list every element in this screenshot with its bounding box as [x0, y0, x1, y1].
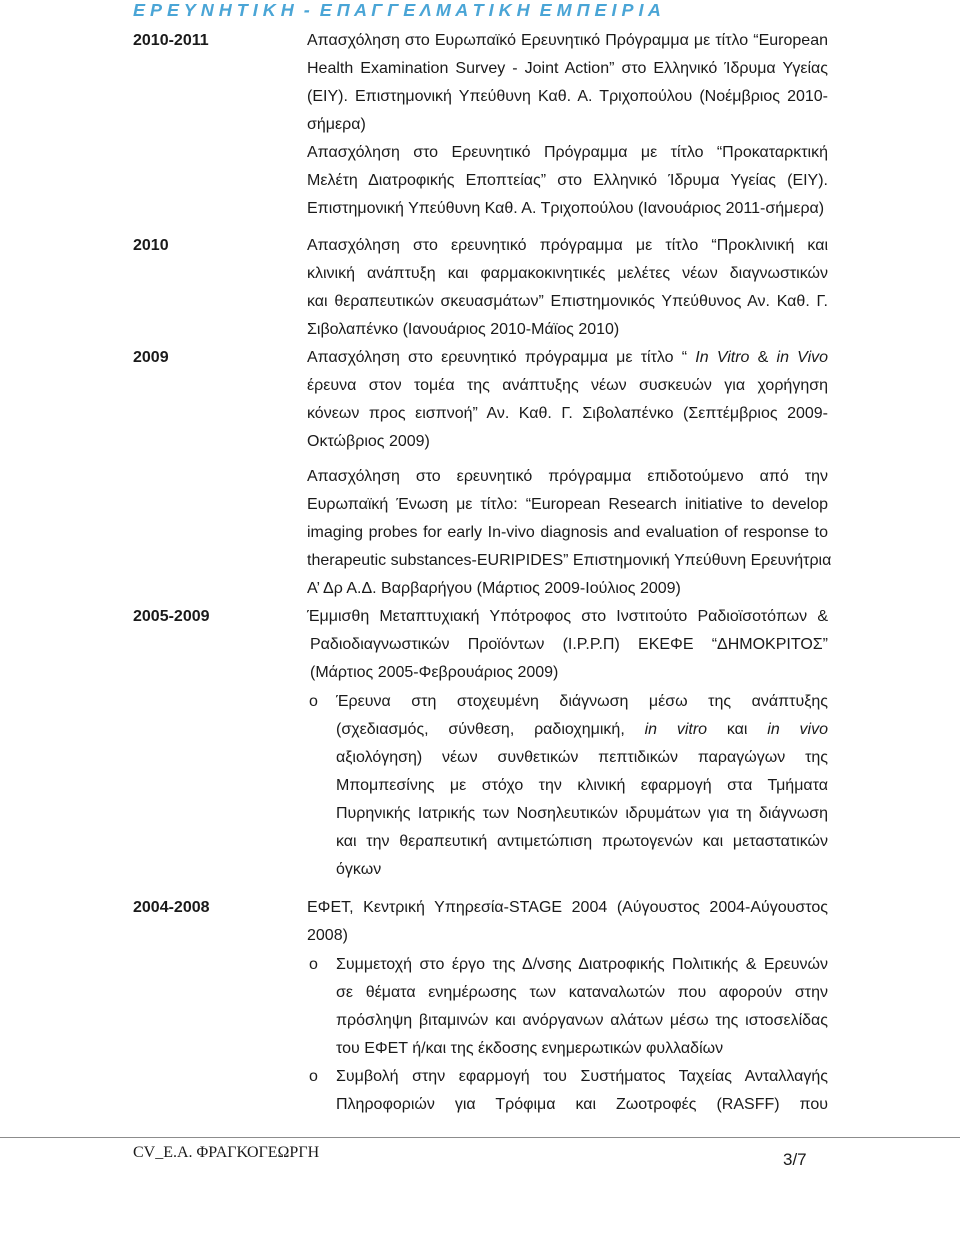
text-line: αξιολόγηση) νέων συνθετικών πεπτιδικών παραγώγων της: [336, 749, 828, 766]
bullet-marker: o: [309, 1068, 318, 1085]
text-line: πρόσληψη βιταμινών και ανόργανων αλάτων μέσω της ιστοσελίδας: [336, 1012, 828, 1029]
text-line: έρευνα στον τομέα της ανάπτυξης νέων συσκευών για χορήγηση: [307, 377, 828, 394]
italic-term: In Vitro: [695, 349, 750, 366]
text-line: και θεραπευτικών σκευασμάτων” Επιστημονικός Υπεύθυνος Αν. Καθ. Γ.: [307, 293, 828, 310]
text-line: Απασχόληση στο ερευνητικό πρόγραμμα με τίτλο “Προκλινική και: [307, 237, 828, 254]
paragraph: [307, 603, 828, 687]
bullet-item: [307, 688, 828, 884]
text-line: σε θέματα ενημέρωσης των καταναλωτών που αφορούν στην: [336, 984, 828, 1001]
entry-description: [307, 344, 832, 603]
bullet-item: [307, 1063, 828, 1119]
text-line: Πληροφοριών για Τρόφιμα και Ζωοτροφές (RASFF) που: [336, 1096, 828, 1113]
text-line: Επιστημονική Υπεύθυνη Καθ. Α. Τριχοπούλου (Ιανουάριος 2011-σήμερα): [307, 200, 825, 217]
paragraph: [307, 344, 828, 456]
text-line: 2008): [307, 927, 348, 944]
italic-term: in Vivo: [776, 349, 829, 366]
text-segment: &: [749, 349, 777, 366]
text-line: Απασχόληση στο Ερευνητικό Πρόγραμμα με τίτλο “Προκαταρκτική: [307, 144, 828, 161]
text-line: Έμμισθη Μεταπτυχιακή Υπότροφος στο Ινστιτούτο Ραδιοϊσοτόπων &: [307, 608, 828, 625]
bullet-marker: o: [309, 693, 318, 710]
experience-entry: [133, 344, 832, 603]
experience-entry: [133, 232, 828, 344]
paragraph: [307, 232, 828, 344]
text-line: σήμερα): [307, 116, 366, 133]
italic-term: in vitro: [644, 721, 708, 738]
paragraph: [307, 139, 828, 223]
experience-entry: [133, 27, 828, 223]
experience-entry: [133, 603, 828, 884]
entry-description: [307, 603, 828, 884]
bullet-item: [307, 951, 828, 1063]
period-label: 2010-2011: [133, 32, 209, 49]
text-line: Συμβολή στην εφαρμογή του Συστήματος Ταχείας Ανταλλαγής: [336, 1068, 828, 1085]
period-label: 2009: [133, 349, 169, 366]
text-line: Έρευνα στη στοχευμένη διάγνωση μέσω της ανάπτυξης: [336, 693, 828, 710]
text-line: Ραδιοδιαγνωστικών Προϊόντων (Ι.Ρ.Ρ.Π) ΕΚΕΦΕ “ΔΗΜΟΚΡΙΤΟΣ”: [310, 636, 828, 653]
entry-description: [307, 232, 828, 344]
period-label: 2010: [133, 237, 169, 254]
entry-description: [307, 894, 828, 1119]
footer-divider: [0, 1137, 960, 1138]
text-line: Μελέτη Διατροφικής Εποπτείας” στο Ελληνικό Ίδρυμα Υγείας (ΕΙΥ).: [307, 172, 828, 189]
paragraph: [307, 27, 828, 139]
text-line: [307, 344, 828, 372]
entry-description: [307, 27, 828, 223]
text-line: ΕΦΕΤ, Κεντρική Υπηρεσία-STAGE 2004 (Αύγουστος 2004-Αύγουστος: [307, 899, 828, 916]
paragraph: [307, 894, 828, 950]
bullet-marker: o: [309, 956, 318, 973]
text-line: Α’ Δρ Α.Δ. Βαρβαρήγου (Μάρτιος 2009-Ιούλιος 2009): [307, 580, 681, 597]
text-line: Ευρωπαϊκή Ένωση με τίτλο: “European Research initiative to develop: [307, 496, 828, 513]
text-line: Απασχόληση στο Ευρωπαϊκό Ερευνητικό Πρόγραμμα με τίτλο “European: [307, 32, 828, 49]
text-line: Απασχόληση στο ερευνητικό πρόγραμμα επιδοτούμενο από την: [307, 468, 828, 485]
text-line: του ΕΦΕΤ ή/και της έκδοσης ενημερωτικών φυλλαδίων: [336, 1040, 724, 1057]
text-line: Health Examination Survey - Joint Action” στο Ελληνικό Ίδρυμα Υγείας: [307, 60, 828, 77]
text-line: κλινική ανάπτυξη και φαρμακοκινητικές μελέτες νέων διαγνωστικών: [307, 265, 828, 282]
page-number: 3/7: [783, 1150, 807, 1169]
experience-entry: [133, 894, 828, 1119]
text-line: και την θεραπευτική αντιμετώπιση πρωτογενών και μεταστατικών: [336, 833, 828, 850]
text-line: imaging probes for early In-vivo diagnosis and evaluation of response to: [307, 524, 828, 541]
text-line: Συμμετοχή στο έργο της Δ/νσης Διατροφικής Πολιτικής & Ερευνών: [336, 956, 828, 973]
text-line: Μπομπεσίνης με στόχο την κλινική εφαρμογή στα Τμήματα: [336, 777, 828, 794]
text-line: Πυρηνικής Ιατρικής των Νοσηλευτικών ιδρυμάτων για τη διάγνωση: [336, 805, 828, 822]
text-line: (Μάρτιος 2005-Φεβρουάριος 2009): [310, 664, 559, 681]
text-line: όγκων: [336, 861, 382, 878]
text-line: κόνεων προς εισπνοή” Αν. Καθ. Γ. Σιβολαπένκο (Σεπτέμβριος 2009-: [307, 405, 828, 422]
text-line: (ΕΙΥ). Επιστημονική Υπεύθυνη Καθ. Α. Τριχοπούλου (Νοέμβριος 2010-: [307, 88, 828, 105]
paragraph: [307, 463, 832, 603]
period-label: 2005-2009: [133, 608, 210, 625]
footer-document-label: CV_Ε.Α. ΦΡΑΓΚΟΓΕΩΡΓΗ: [133, 1144, 320, 1161]
section-title: Ε Ρ Ε Υ Ν Η Τ Ι Κ Η - Ε Π Α Γ Γ Ε Λ Μ Α Τ Ι Κ Η Ε Μ Π Ε Ι Ρ Ι Α: [133, 0, 661, 20]
period-label: 2004-2008: [133, 899, 210, 916]
text-segment: Απασχόληση στο ερευνητικό πρόγραμμα με τίτλο “: [307, 349, 696, 366]
text-line: therapeutic substances-EURIPIDES” Επιστημονική Υπεύθυνη Ερευνήτρια: [307, 552, 832, 569]
text-segment: και: [707, 721, 768, 738]
text-segment: (σχεδιασμός, σύνθεση, ραδιοχημική,: [336, 721, 645, 738]
italic-term: in vivo: [767, 721, 828, 738]
text-line: Σιβολαπένκο (Ιανουάριος 2010-Μάϊος 2010): [307, 321, 620, 338]
text-line: Οκτώβριος 2009): [307, 433, 430, 450]
text-line: [336, 716, 828, 744]
